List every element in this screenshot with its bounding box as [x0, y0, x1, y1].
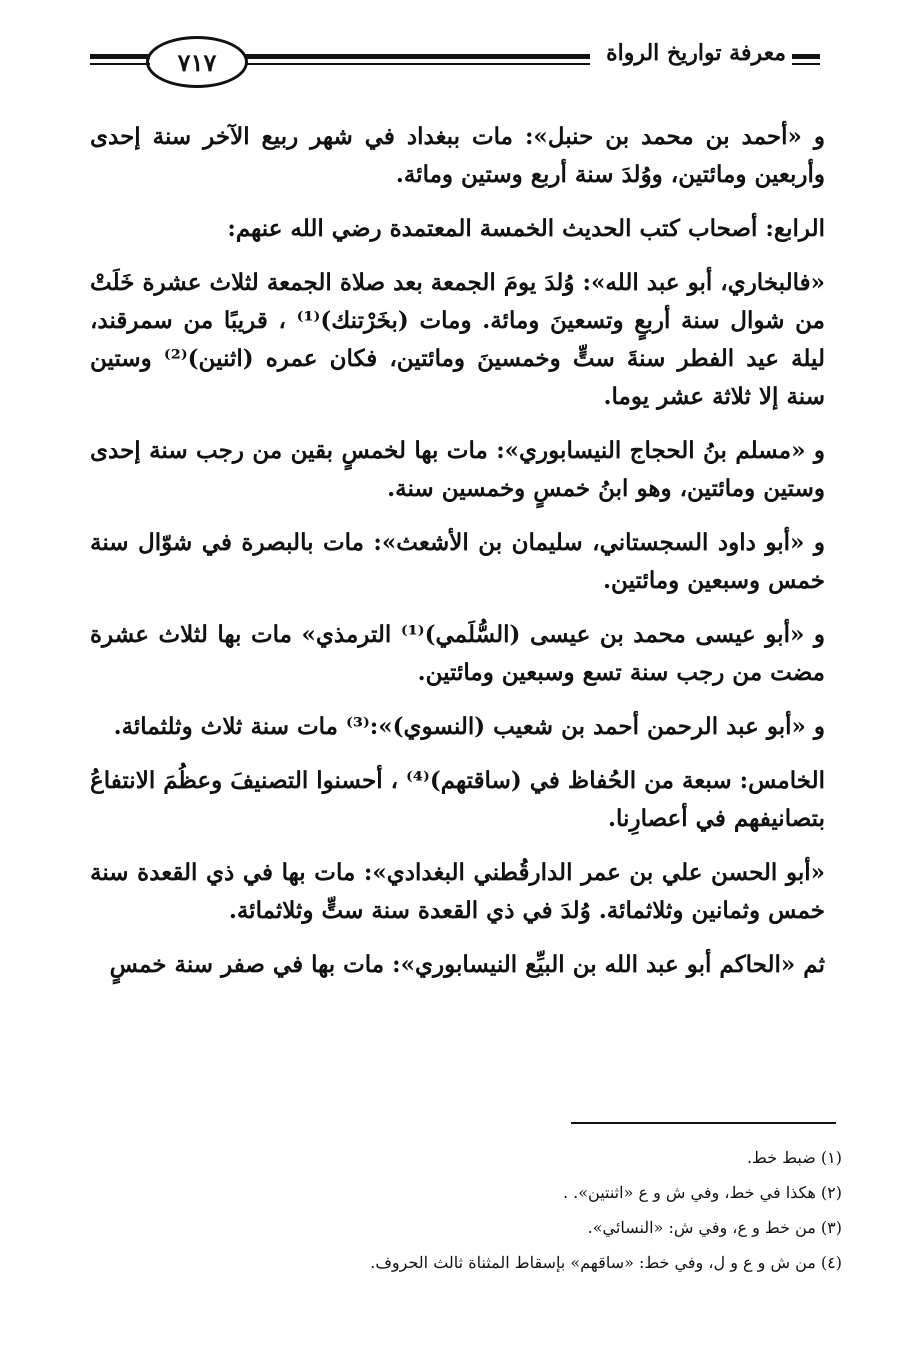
footnote: (١) ضبط خط.: [746, 1148, 842, 1167]
footnotes: [122, 1140, 842, 1280]
page-number: ٧١٧: [177, 47, 217, 77]
paragraph: «فالبخاري، أبو عبد الله»: وُلدَ يومَ الجمعة بعد صلاة الجمعة لثلاث عشرة خَلَتْ من شوال سنة أربعٍ وتسعينَ ومائة. ومات (بخَرْتنك)⁽¹⁾ ، قريبًا من سمرقند، ليلة عيد الفطر سنةَ ستٍّ وخمسينَ ومائتين، فكان عمره (اثنين)⁽²⁾ وستين سنة إلا ثلاثة عشر يوما.: [90, 269, 825, 410]
page-number-badge: [146, 36, 248, 88]
section-heading: الخامس: سبعة من الحُفاظ في (ساقتهم)⁽⁴⁾ ، أحسنوا التصنيفَ وعظُمَ الانتفاعُ بتصانيفهم في أعصارِنا.: [90, 767, 825, 832]
paragraph: «أبو الحسن علي بن عمر الدارقُطني البغدادي»: مات بها في ذي القعدة سنة خمس وثمانين وثلاثمائة. وُلدَ في ذي القعدة سنة ستٍّ وثلاثمائة.: [90, 859, 825, 924]
paragraph: ثم «الحاكم أبو عبد الله بن البيِّع النيسابوري»: مات بها في صفر سنة خمسٍ: [109, 951, 825, 978]
paragraph: و «أبو داود السجستاني، سليمان بن الأشعث»: مات بالبصرة في شوّال سنة خمس وسبعين ومائتين.: [90, 529, 825, 594]
footnote: (٣) من خط و ع، وفي ش: «النسائي».: [587, 1218, 842, 1237]
header-rule-left: [90, 54, 150, 65]
footnote-separator: [571, 1122, 836, 1124]
header-rule-right: [792, 54, 820, 65]
paragraph: و «أحمد بن محمد بن حنبل»: مات ببغداد في شهر ربيع الآخر سنة إحدى وأربعين ومائتين، ووُلدَ سنة أربع وستين ومائة.: [90, 123, 825, 188]
paragraph: و «أبو عيسى محمد بن عيسى (السُّلَمي)⁽¹⁾ الترمذي» مات بها لثلاث عشرة مضت من رجب سنة تسع وسبعين ومائتين.: [90, 621, 825, 686]
body-text: [90, 118, 825, 1000]
header-rule-middle: [220, 54, 590, 65]
section-heading: الرابع: أصحاب كتب الحديث الخمسة المعتمدة رضي الله عنهم:: [227, 215, 825, 242]
paragraph: و «مسلم بنُ الحجاج النيسابوري»: مات بها لخمسٍ بقين من رجب سنة إحدى وستين ومائتين، وهو ابنُ خمسٍ وخمسين سنة.: [90, 437, 825, 502]
footnote: (٢) هكذا في خط، وفي ش و ع «اثنتين». .: [562, 1183, 842, 1202]
running-title: معرفة تواريخ الرواة: [606, 40, 786, 66]
footnote: (٤) من ش و ع و ل، وفي خط: «ساقهم» بإسقاط المثناة ثالث الحروف.: [370, 1253, 842, 1272]
page-header: [90, 34, 820, 104]
paragraph: و «أبو عبد الرحمن أحمد بن شعيب (النسوي)»:⁽³⁾ مات سنة ثلاث وثلثمائة.: [113, 713, 825, 740]
